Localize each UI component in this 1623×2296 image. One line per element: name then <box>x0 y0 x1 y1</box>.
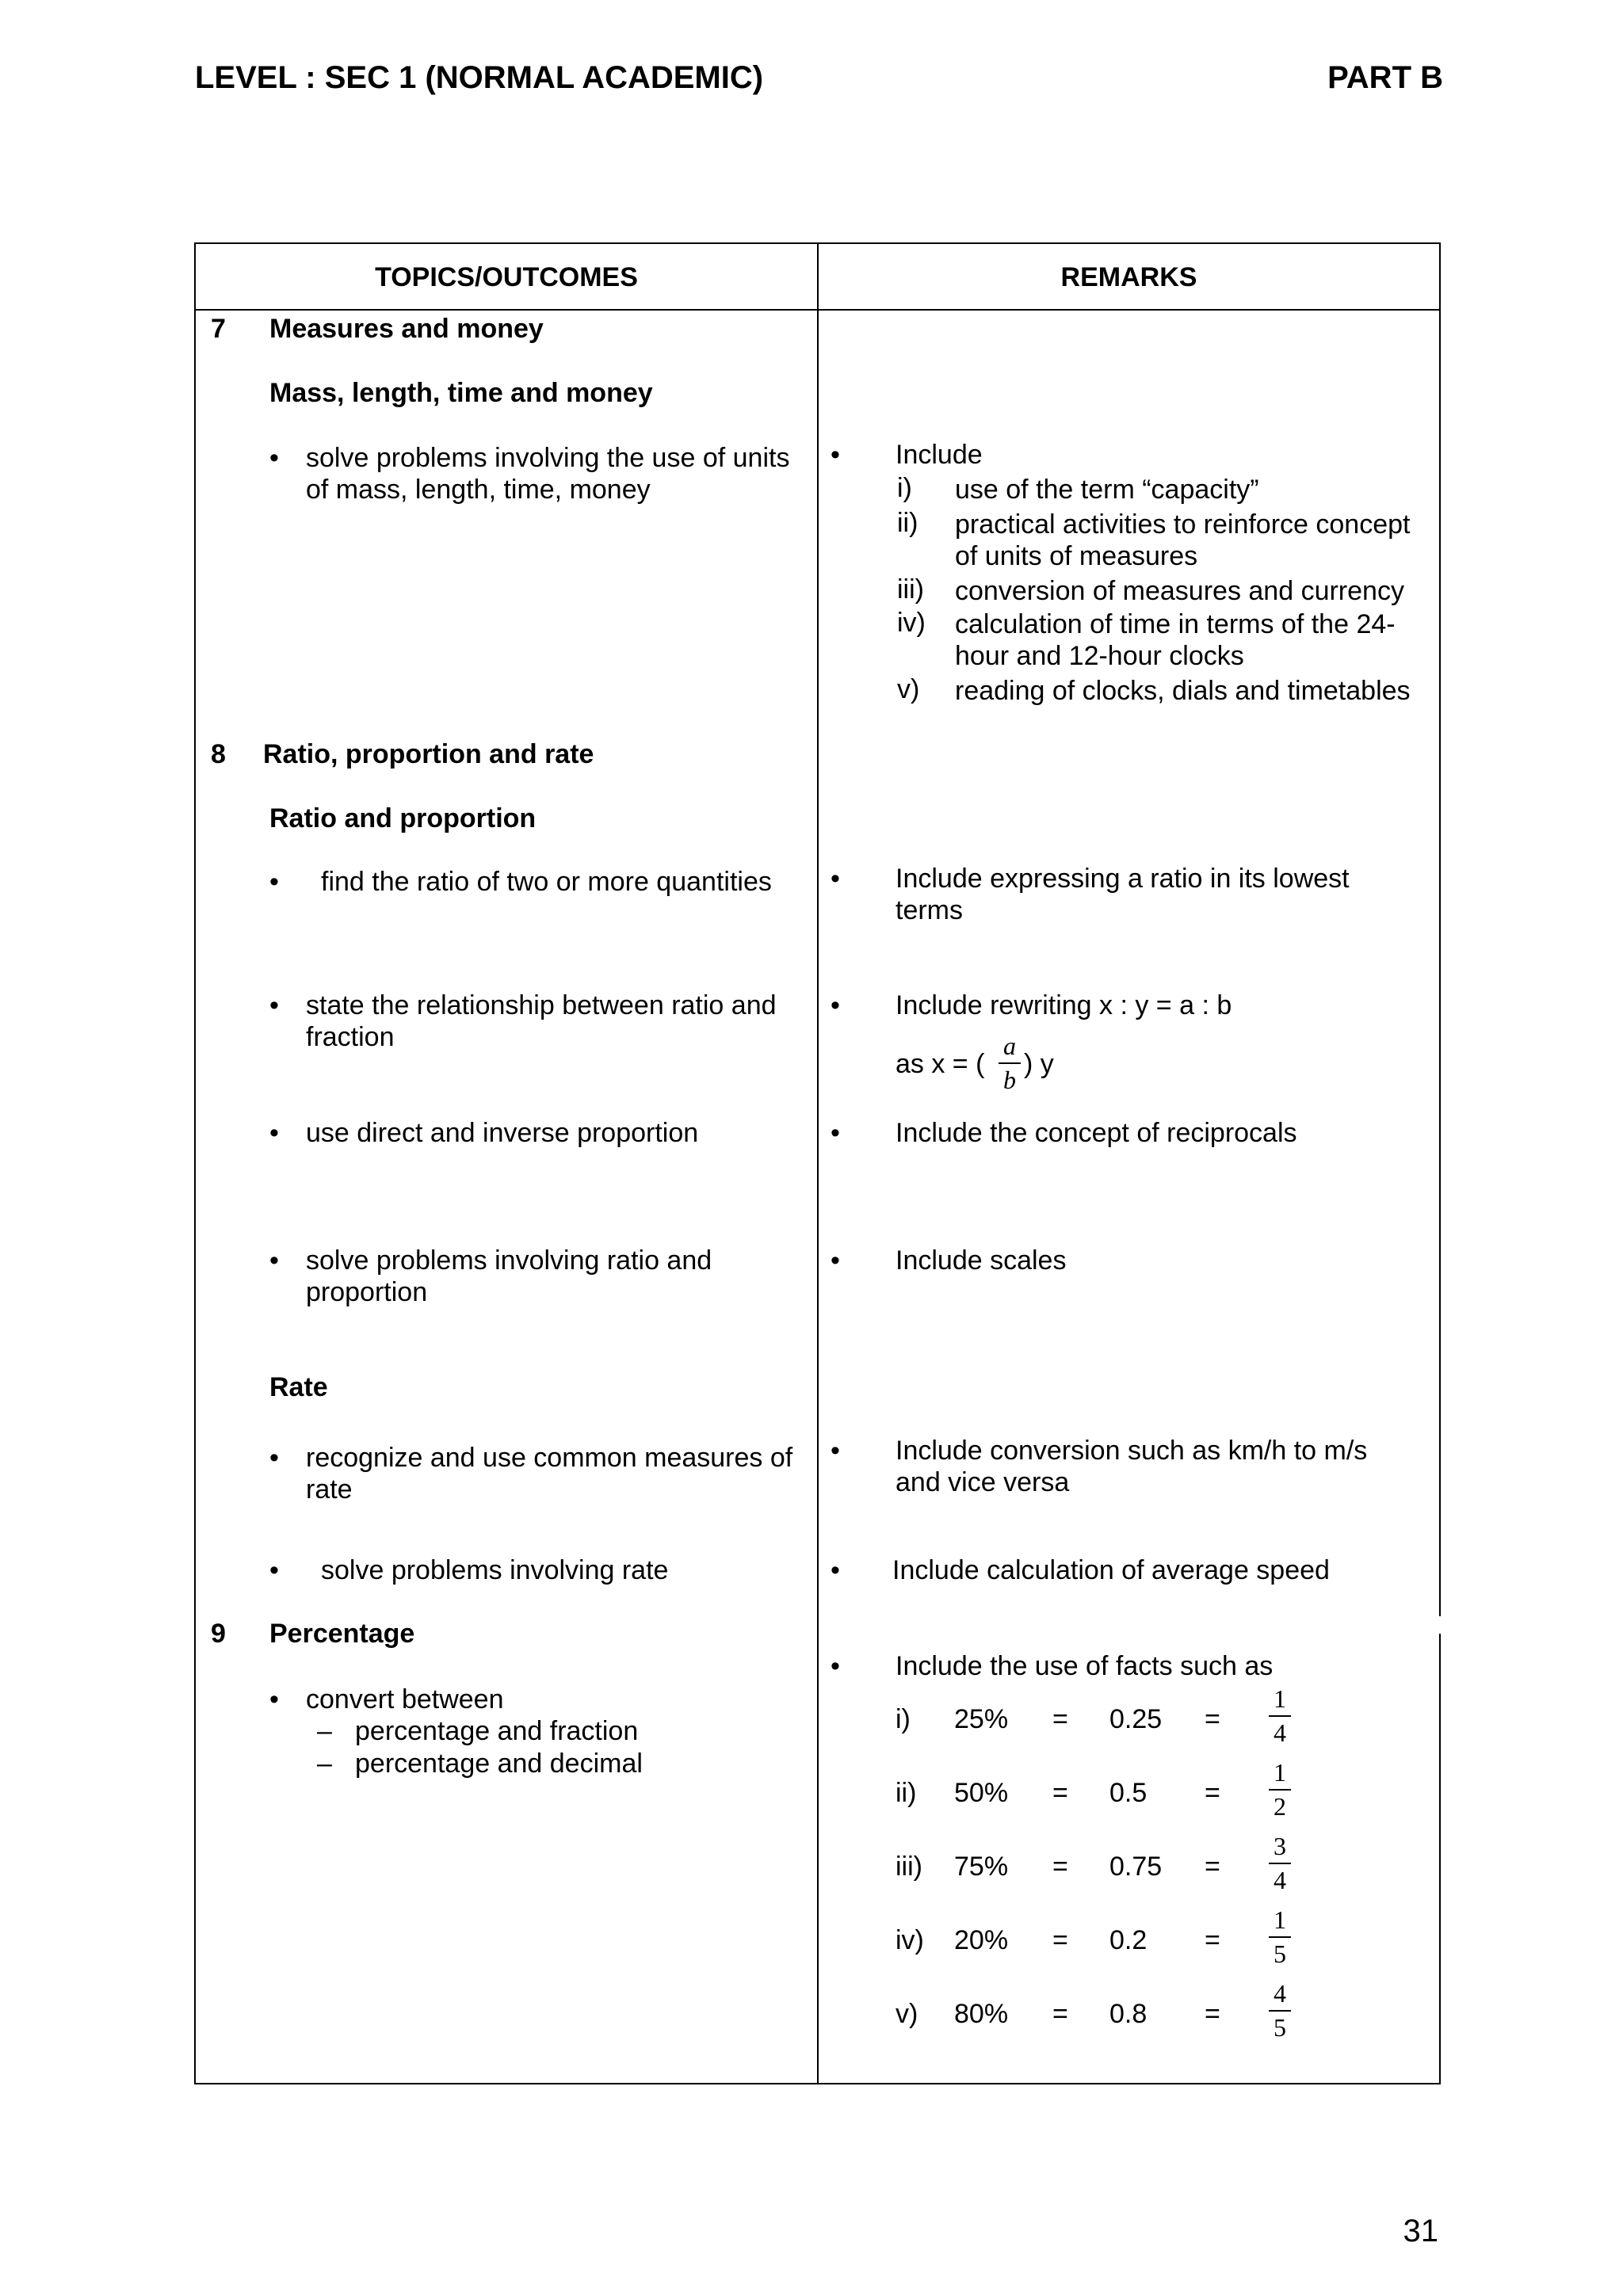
remark-item: hour and 12-hour clocks <box>955 641 1244 671</box>
topic-text: of mass, length, time, money <box>306 475 651 505</box>
remark-text: and vice versa <box>896 1467 1070 1497</box>
fraction-value: 1 2 <box>1264 1758 1296 1821</box>
remark-item: practical activities to reinforce concept <box>955 509 1411 540</box>
remark-item: of units of measures <box>955 541 1198 571</box>
column-header-remarks: REMARKS <box>1060 262 1197 292</box>
remark-text: Include the use of facts such as <box>896 1651 1274 1681</box>
equals-sign: = <box>1052 1852 1068 1882</box>
bullet-icon: • <box>831 1436 840 1466</box>
bullet-icon: • <box>831 1555 840 1585</box>
section-number: 8 <box>211 739 226 769</box>
remark-text: Include the concept of reciprocals <box>896 1118 1297 1148</box>
section-number: 9 <box>211 1619 226 1649</box>
list-marker: v) <box>896 1999 918 2029</box>
decimal-value: 0.2 <box>1109 1925 1148 1955</box>
column-header-topics: TOPICS/OUTCOMES <box>375 262 638 292</box>
section-title: Percentage <box>269 1619 415 1649</box>
list-marker: ii) <box>896 1778 917 1808</box>
list-marker: i) <box>897 473 912 503</box>
bullet-icon: • <box>269 1118 279 1148</box>
topic-text: solve problems involving the use of units <box>306 443 790 473</box>
remark-text: Include rewriting x : y = a : b <box>896 990 1232 1020</box>
subsection-title: Ratio and proportion <box>269 803 537 833</box>
bullet-icon: • <box>269 1245 279 1276</box>
bullet-icon: • <box>269 1443 279 1473</box>
remark-text: Include scales <box>896 1245 1067 1276</box>
bullet-icon: • <box>269 443 279 473</box>
dash-marker: – <box>317 1716 332 1746</box>
equals-sign: = <box>1052 1925 1068 1955</box>
page-number: 31 <box>1403 2214 1438 2248</box>
remark-item: conversion of measures and currency <box>955 576 1404 606</box>
list-marker: i) <box>896 1704 911 1734</box>
list-marker: iii) <box>897 574 924 605</box>
percent-value: 25% <box>954 1704 1009 1734</box>
decimal-value: 0.25 <box>1109 1704 1163 1734</box>
remark-text: Include expressing a ratio in its lowest <box>896 864 1350 894</box>
percent-value: 20% <box>954 1925 1009 1955</box>
topic-text: solve problems involving rate <box>321 1555 669 1585</box>
bullet-icon: • <box>269 1684 279 1714</box>
fraction-a-over-b: a b <box>994 1032 1025 1094</box>
subsection-title: Rate <box>269 1372 328 1402</box>
bullet-icon: • <box>831 1118 840 1148</box>
bullet-icon: • <box>269 990 279 1020</box>
list-marker: iv) <box>897 608 926 638</box>
equals-sign: = <box>1205 1852 1220 1882</box>
topic-text: use direct and inverse proportion <box>306 1118 699 1148</box>
topic-text: fraction <box>306 1022 395 1052</box>
remark-item: calculation of time in terms of the 24- <box>955 609 1396 639</box>
equals-sign: = <box>1052 1778 1068 1808</box>
topic-text: state the relationship between ratio and <box>306 990 777 1020</box>
equals-sign: = <box>1205 1778 1220 1808</box>
equals-sign: = <box>1205 1704 1220 1734</box>
remark-text: terms <box>896 895 963 925</box>
decimal-value: 0.8 <box>1109 1999 1148 2029</box>
decimal-value: 0.75 <box>1109 1852 1163 1882</box>
topic-text: convert between <box>306 1684 504 1714</box>
bullet-icon: • <box>269 867 279 897</box>
remark-text: Include calculation of average speed <box>892 1555 1330 1585</box>
bullet-icon: • <box>831 990 840 1020</box>
bullet-icon: • <box>831 440 840 470</box>
percent-value: 80% <box>954 1999 1009 2029</box>
fraction-value: 1 4 <box>1264 1684 1296 1747</box>
section-number: 7 <box>211 314 226 344</box>
topic-text: solve problems involving ratio and <box>306 1245 712 1276</box>
section-title: Measures and money <box>269 314 544 344</box>
topic-text: find the ratio of two or more quantities <box>321 867 772 897</box>
bullet-icon: • <box>831 1651 840 1681</box>
percent-value: 75% <box>954 1852 1009 1882</box>
remark-item: use of the term “capacity” <box>955 475 1259 505</box>
remark-text: ) y <box>1024 1049 1054 1079</box>
topic-text: proportion <box>306 1277 428 1307</box>
list-marker: iii) <box>896 1852 922 1882</box>
part-label: PART B <box>1327 60 1443 95</box>
remark-item: reading of clocks, dials and timetables <box>955 676 1411 706</box>
topic-subitem: percentage and decimal <box>355 1749 643 1779</box>
dash-marker: – <box>317 1749 332 1779</box>
fraction-value: 3 4 <box>1264 1832 1296 1894</box>
list-marker: v) <box>897 674 920 704</box>
topic-text: rate <box>306 1474 353 1505</box>
equals-sign: = <box>1205 1925 1220 1955</box>
bullet-icon: • <box>269 1555 279 1585</box>
bullet-icon: • <box>831 864 840 894</box>
fraction-value: 4 5 <box>1264 1979 1296 2042</box>
list-marker: ii) <box>897 508 918 538</box>
equals-sign: = <box>1052 1704 1068 1734</box>
bullet-icon: • <box>831 1245 840 1276</box>
equals-sign: = <box>1205 1999 1220 2029</box>
list-marker: iv) <box>896 1925 924 1955</box>
section-title: Ratio, proportion and rate <box>263 739 594 769</box>
remark-text: as x = ( <box>896 1049 985 1079</box>
subsection-title: Mass, length, time and money <box>269 378 653 408</box>
remark-text: Include <box>896 440 983 470</box>
percent-value: 50% <box>954 1778 1009 1808</box>
topic-subitem: percentage and fraction <box>355 1716 639 1746</box>
decimal-value: 0.5 <box>1109 1778 1148 1808</box>
remark-text: Include conversion such as km/h to m/s <box>896 1436 1368 1466</box>
fraction-value: 1 5 <box>1264 1905 1296 1968</box>
equals-sign: = <box>1052 1999 1068 2029</box>
topic-text: recognize and use common measures of <box>306 1443 793 1473</box>
level-heading: LEVEL : SEC 1 (NORMAL ACADEMIC) <box>195 60 764 95</box>
